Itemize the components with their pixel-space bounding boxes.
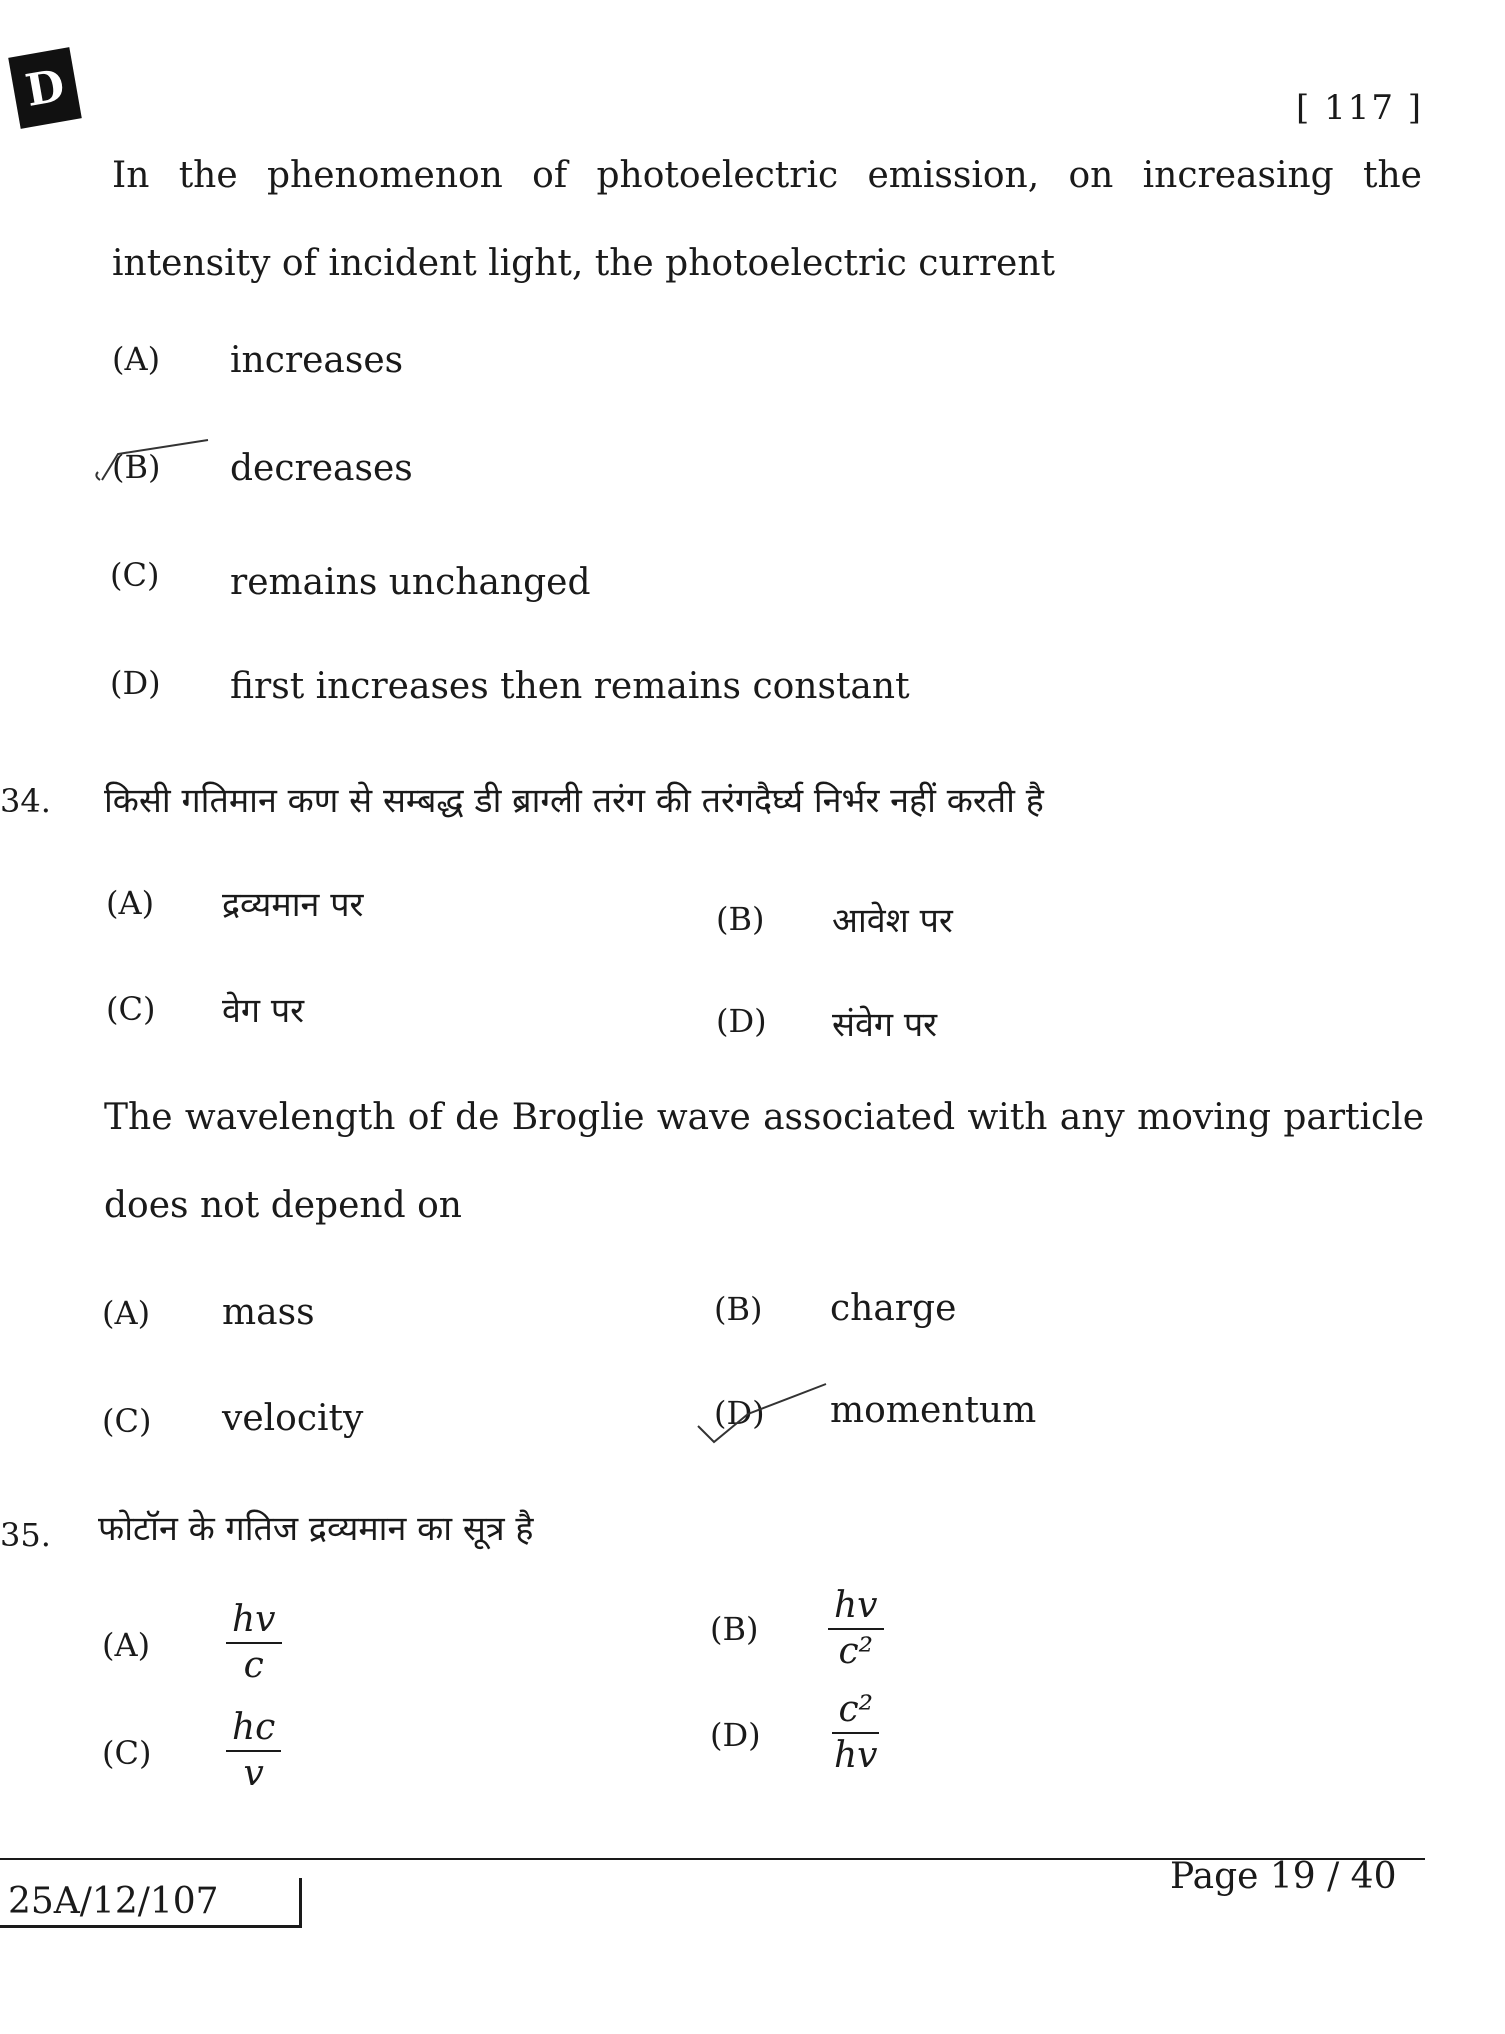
- q34-hi-option-d-label: (D): [716, 1002, 767, 1040]
- q34-hi-option-b-text: आवेश पर: [832, 901, 953, 941]
- q35-option-c-denominator: v: [243, 1753, 264, 1794]
- q35-option-b-label: (B): [710, 1610, 759, 1648]
- set-code-badge: D: [8, 47, 82, 129]
- q35-option-b-numerator: hv: [828, 1586, 884, 1630]
- q34-hi-option-c-label: (C): [106, 990, 156, 1028]
- q34-hi-option-a-label: (A): [106, 884, 155, 922]
- q34-en-option-b-text: charge: [830, 1288, 957, 1329]
- q35-option-a-fraction: [226, 1600, 282, 1686]
- q35-number: 35.: [0, 1516, 51, 1554]
- q34-hi-option-a-text: द्रव्यमान पर: [222, 885, 364, 925]
- q35-option-a-denominator: c: [243, 1645, 264, 1686]
- q35-option-c-numerator: hc: [226, 1708, 281, 1752]
- q35-stem-hindi: फोटॉन के गतिज द्रव्यमान का सूत्र है: [98, 1509, 534, 1549]
- q35-option-b-fraction: [828, 1586, 884, 1672]
- q35-option-a-numerator: hv: [226, 1600, 282, 1644]
- q34-hi-option-b-label: (B): [716, 900, 765, 938]
- q35-option-c-label: (C): [102, 1734, 152, 1772]
- q33-option-a-label: (A): [112, 340, 161, 378]
- page-number: Page 19 / 40: [1170, 1856, 1397, 1897]
- q34-stem-hindi: किसी गतिमान कण से सम्बद्ध डी ब्राग्ली तरंग की तरंगदैर्घ्य निर्भर नहीं करती है: [104, 781, 1044, 821]
- q33-option-b-text: decreases: [230, 448, 413, 489]
- q33-option-a-text: increases: [230, 340, 404, 381]
- q35-option-d-label: (D): [710, 1716, 761, 1754]
- q34-number: 34.: [0, 782, 51, 820]
- q35-option-d-denominator: hv: [834, 1735, 878, 1776]
- q34-hi-option-d-text: संवेग पर: [832, 1005, 938, 1045]
- q35-option-d-numerator: c²: [832, 1690, 879, 1734]
- page-reference: [ 117 ]: [1296, 88, 1424, 128]
- q34-option-d-tick-icon: [692, 1380, 832, 1450]
- q33-option-b-label: (B): [112, 448, 161, 486]
- q33-option-d-text: first increases then remains constant: [230, 666, 910, 707]
- q33-option-c-text: remains unchanged: [230, 562, 591, 603]
- q33-option-b-tick-icon: [88, 436, 218, 496]
- q35-option-d-fraction: [828, 1690, 884, 1776]
- q33-stem: In the phenomenon of photoelectric emission, on increasing the intensity of incident light, the photoelectric current: [112, 155, 1422, 284]
- q34-en-option-c-label: (C): [102, 1402, 152, 1440]
- q34-hi-option-c-text: वेग पर: [222, 991, 305, 1031]
- q35-option-b-denominator: c²: [838, 1631, 874, 1672]
- q34-en-option-d-text: momentum: [830, 1390, 1037, 1431]
- q33-option-c-label: (C): [110, 556, 160, 594]
- q35-option-c-fraction: [226, 1708, 281, 1794]
- q34-en-option-a-text: mass: [222, 1292, 315, 1333]
- q34-en-option-b-label: (B): [714, 1290, 763, 1328]
- q34-en-option-a-label: (A): [102, 1294, 151, 1332]
- q34-en-option-d-label: (D): [714, 1394, 765, 1432]
- q34-stem-english: The wavelength of de Broglie wave associated with any moving particle does not depend on: [104, 1097, 1424, 1226]
- q33-option-d-label: (D): [110, 664, 161, 702]
- q35-option-a-label: (A): [102, 1626, 151, 1664]
- q34-en-option-c-text: velocity: [222, 1398, 364, 1439]
- paper-code: 25A/12/107: [0, 1878, 302, 1928]
